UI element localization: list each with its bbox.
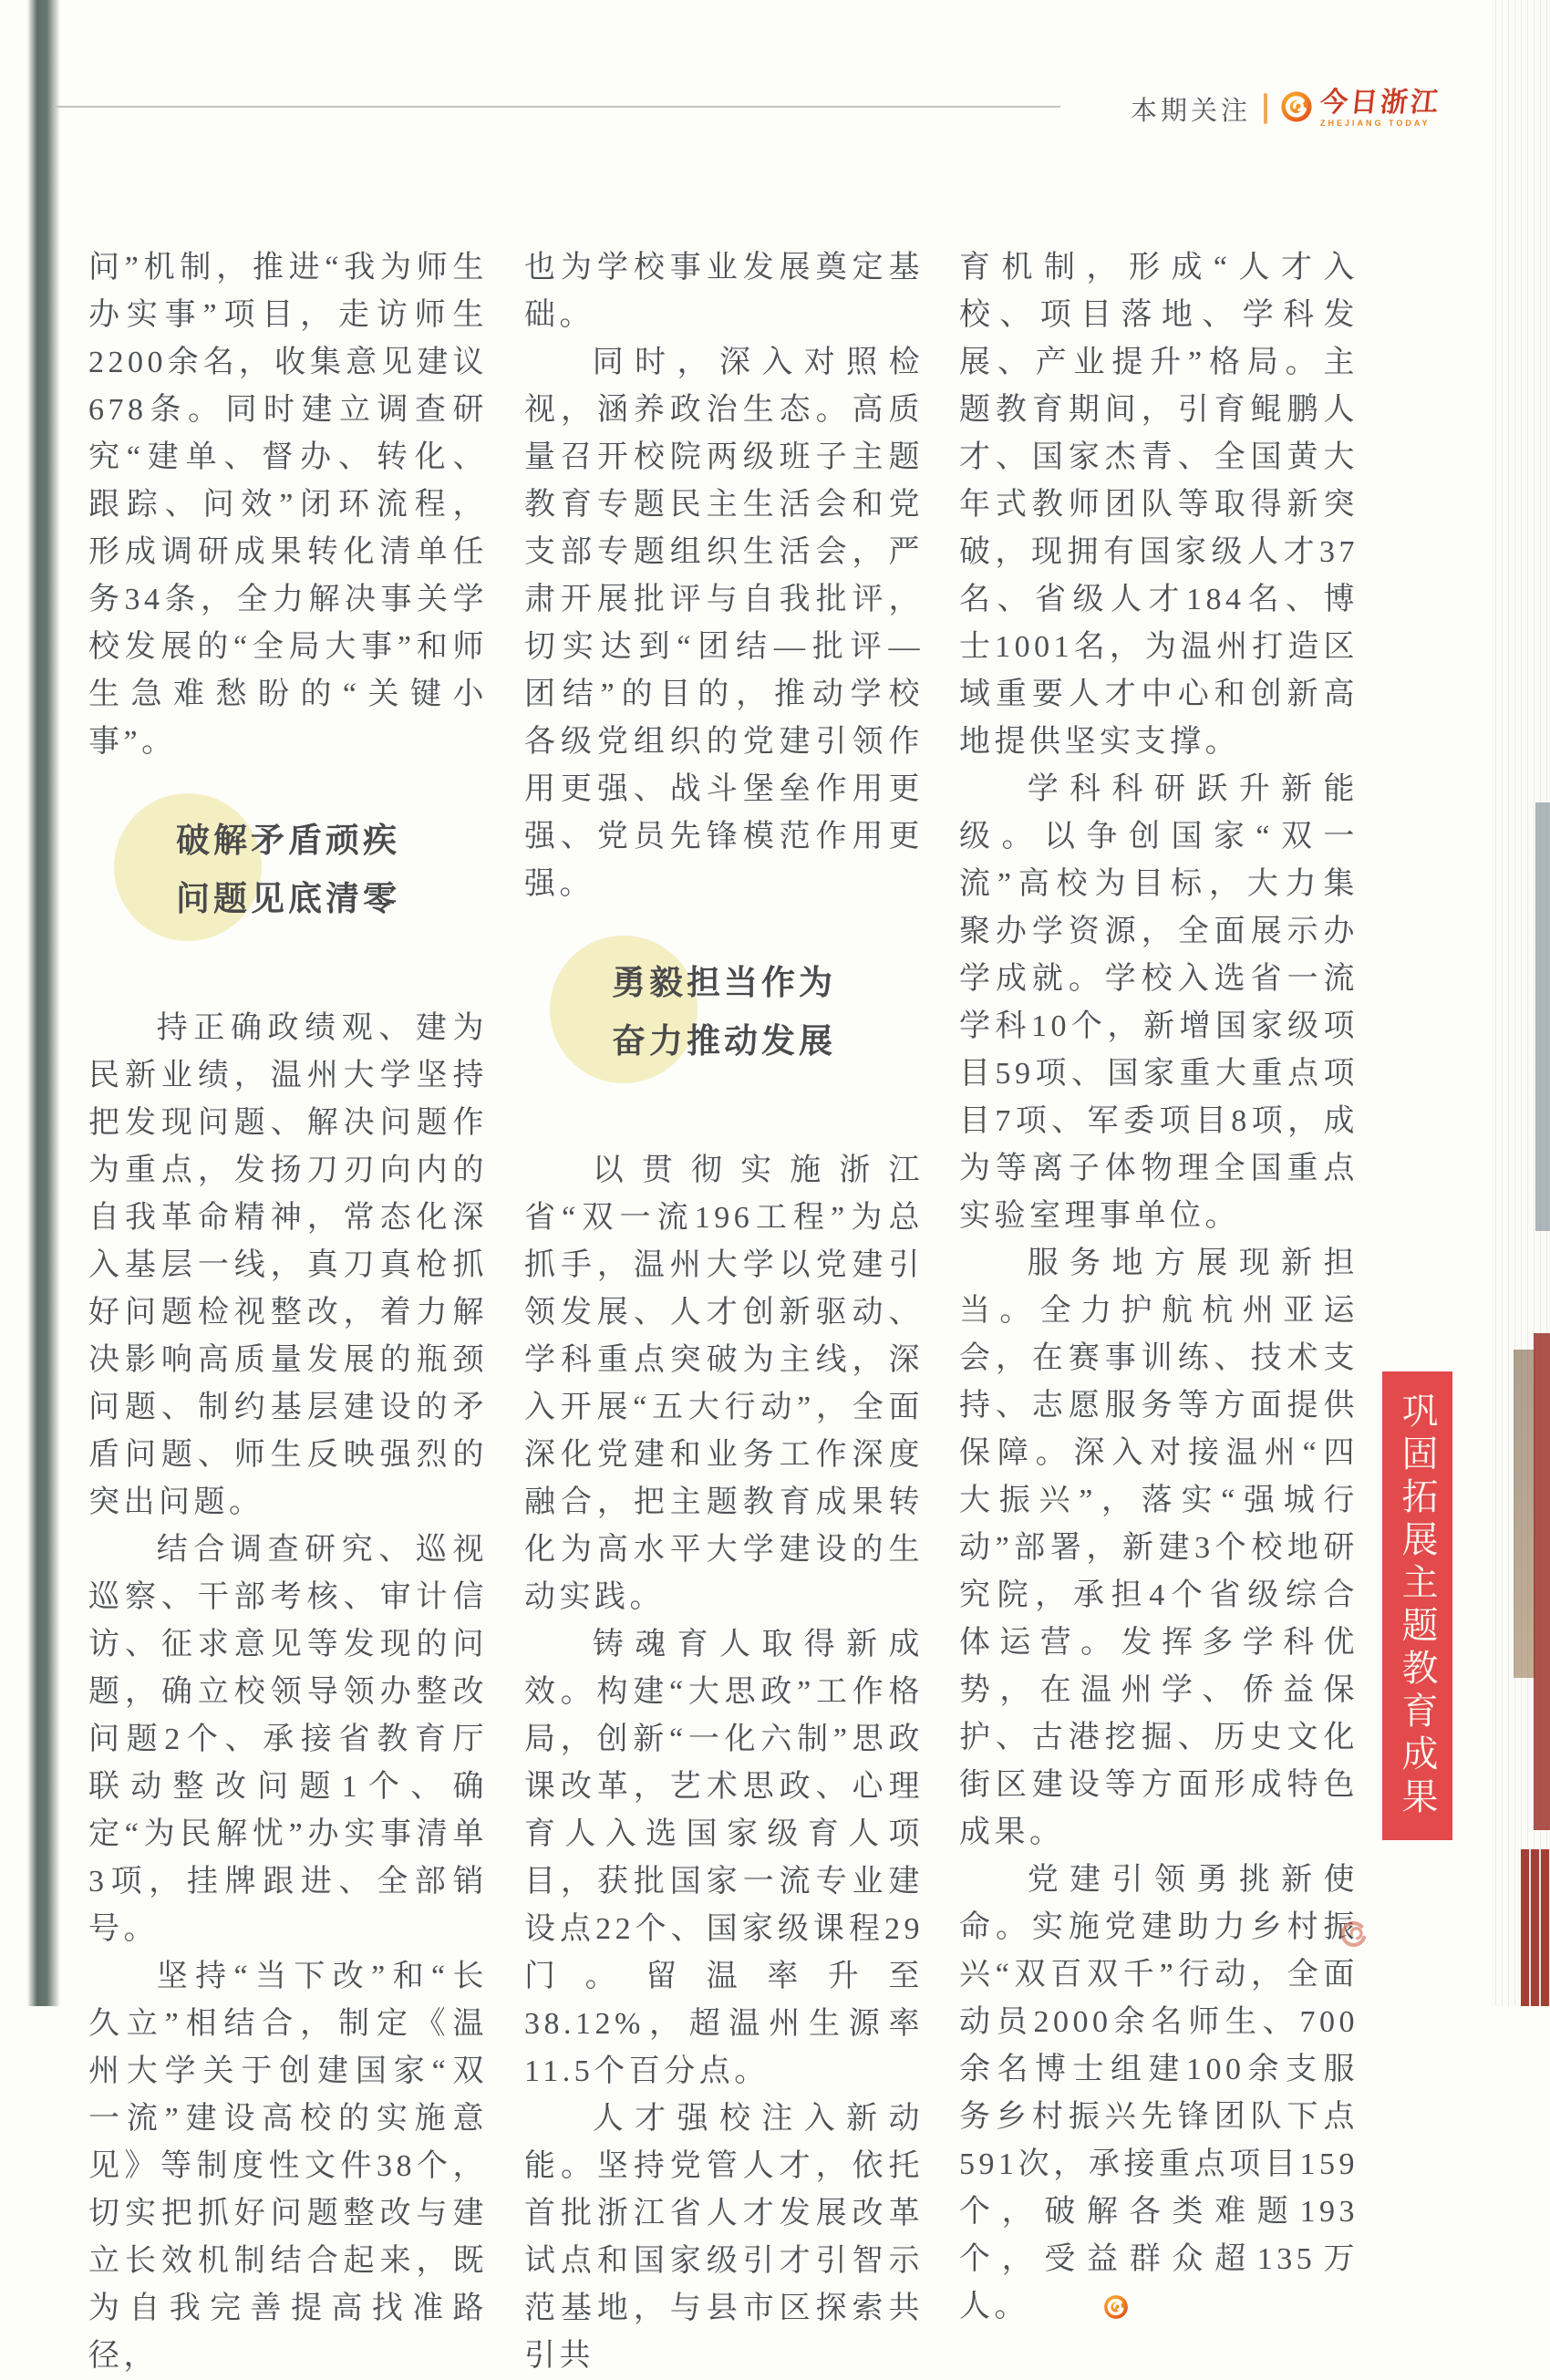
paragraph: 坚持“当下改”和“长久立”相结合，制定《温州大学关于创建国家“双一流”建设高校的实施意见》等制度性文件38个，切实把抓好问题整改与建立长效机制结合起来，既为自我完善提高找准路径， [88, 1960, 488, 2373]
page-header [1131, 88, 1441, 129]
paragraph: 持正确政绩观、建为民新业绩，温州大学坚持把发现问题、解决问题作为重点，发扬刀刃向内的自我革命精神，常态化深入基层一线，真刀真枪抓好问题检视整改，着力解决影响高质量发展的瓶颈问题、制约基层建设的矛盾问题、师生反映强烈的突出问题。 [88, 1011, 488, 1519]
header-divider [1264, 93, 1267, 124]
text-column-1 [88, 244, 488, 2380]
theme-banner [1382, 1371, 1452, 1840]
paragraph: 人才强校注入新动能。坚持党管人才，依托首批浙江省人才发展改革试点和国家级引才引智示范基地，与县市区探索共引共 [524, 2102, 924, 2373]
faint-swirl-seal-icon [1333, 1913, 1375, 1955]
page-edge-color-band [1534, 1333, 1550, 1830]
paragraph: 育机制，形成“人才入校、项目落地、学科发展、产业提升”格局。主题教育期间，引育鲲鹏人才、国家杰青、全国黄大年式教师团队等取得新突破，现拥有国家级人才37名、省级人才184名、博士1001名，为温州打造区域重要人才中心和创新高地提供坚实支撑。 [959, 251, 1359, 759]
paragraph: 问”机制，推进“我为师生办实事”项目，走访师生2200余名，收集意见建议678条。同时建立调查研究“建单、督办、转化、跟踪、问效”闭环流程，形成调研成果转化清单任务34条，全力解决事关学校发展的“全局大事”和师生急难愁盼的“关键小事”。 [88, 251, 488, 759]
paragraph: 结合调查研究、巡视巡察、干部考核、审计信访、征求意见等发现的问题，确立校领导领办整改问题2个、承接省教育厅联动整改问题1个、确定“为民解忧”办实事清单3项，挂牌跟进、全部销号。 [88, 1533, 488, 1946]
heading-line: 奋力推动发展 [612, 1022, 836, 1060]
paragraph: 也为学校事业发展奠定基础。 [524, 251, 924, 332]
paragraph: 以贯彻实施浙江省“双一流196工程”为总抓手，温州大学以党建引领发展、人才创新驱动、学科重点突破为主线，深入开展“五大行动”，全面深化党建和业务工作深度融合，把主题教育成果转化为高水平大学建设的生动实践。 [524, 1154, 924, 1614]
heading-line: 问题见底清零 [176, 880, 400, 917]
section-label: 本期关注 [1131, 96, 1252, 126]
magazine-logo-swirl-icon [1280, 90, 1313, 128]
page-edge-color-band [1521, 1849, 1550, 2006]
article-end-swirl-icon [1035, 2287, 1129, 2334]
page-edge-color-band [1535, 802, 1550, 1231]
text-column-3 [959, 244, 1359, 2334]
heading-line: 破解矛盾顽疾 [176, 822, 400, 859]
section-heading-1 [88, 790, 488, 983]
magazine-name-zh: 今日浙江 [1318, 88, 1442, 118]
paragraph: 铸魂育人取得新成效。构建“大思政”工作格局，创新“一化六制”思政课改革，艺术思政、心理育人入选国家级育人项目，获批国家一流专业建设点22个、国家级课程29门。留温率升至38.12%，超温州生源率11.5个百分点。 [524, 1628, 924, 2088]
magazine-brand [1280, 89, 1441, 128]
book-spine-shadow [27, 0, 60, 2006]
page-edge-line [53, 106, 1060, 108]
text-column-2 [524, 244, 924, 2380]
paragraph: 服务地方展现新担当。全力护航杭州亚运会，在赛事训练、技术支持、志愿服务等方面提供保障。深入对接温州“四大振兴”，落实“强城行动”部署，新建3个校地研究院，承担4个省级综合体运营。发挥多学科优势，在温州学、侨益保护、古港挖掘、历史文化街区建设等方面形成特色成果。 [959, 1247, 1359, 1849]
paragraph: 学科科研跃升新能级。以争创国家“双一流”高校为目标，大力集聚办学资源，全面展示办学成就。学校入选省一流学科10个，新增国家级项目59项、国家重大重点项目7项、军委项目8项，成为等离子体物理全国重点实验室理事单位。 [959, 772, 1359, 1233]
paragraph-text: 党建引领勇挑新使命。实施党建助力乡村振兴“双百双千”行动，全面动员2000余名师生、700余名博士组建100余支服务乡村振兴先锋团队下点591次，承接重点项目159个，破解各类难题193个，受益群众超135万人。 [959, 1863, 1359, 2323]
magazine-name-en: ZHEJIANG TODAY [1320, 119, 1431, 128]
paragraph [959, 1857, 1359, 2334]
paragraph: 同时，深入对照检视，涵养政治生态。高质量召开校院两级班子主题教育专题民主生活会和党支部专题组织生活会，严肃开展批评与自我批评，切实达到“团结—批评—团结”的目的，推动学校各级党组织的党建引领作用更强、战斗堡垒作用更强、党员先锋模范作用更强。 [524, 346, 924, 901]
theme-banner-text: 巩固拓展主题教育成果 [1397, 1392, 1438, 1820]
section-heading-2 [524, 932, 924, 1125]
page-edge-color-band [1514, 1350, 1535, 1678]
heading-line: 勇毅担当作为 [612, 964, 836, 1001]
